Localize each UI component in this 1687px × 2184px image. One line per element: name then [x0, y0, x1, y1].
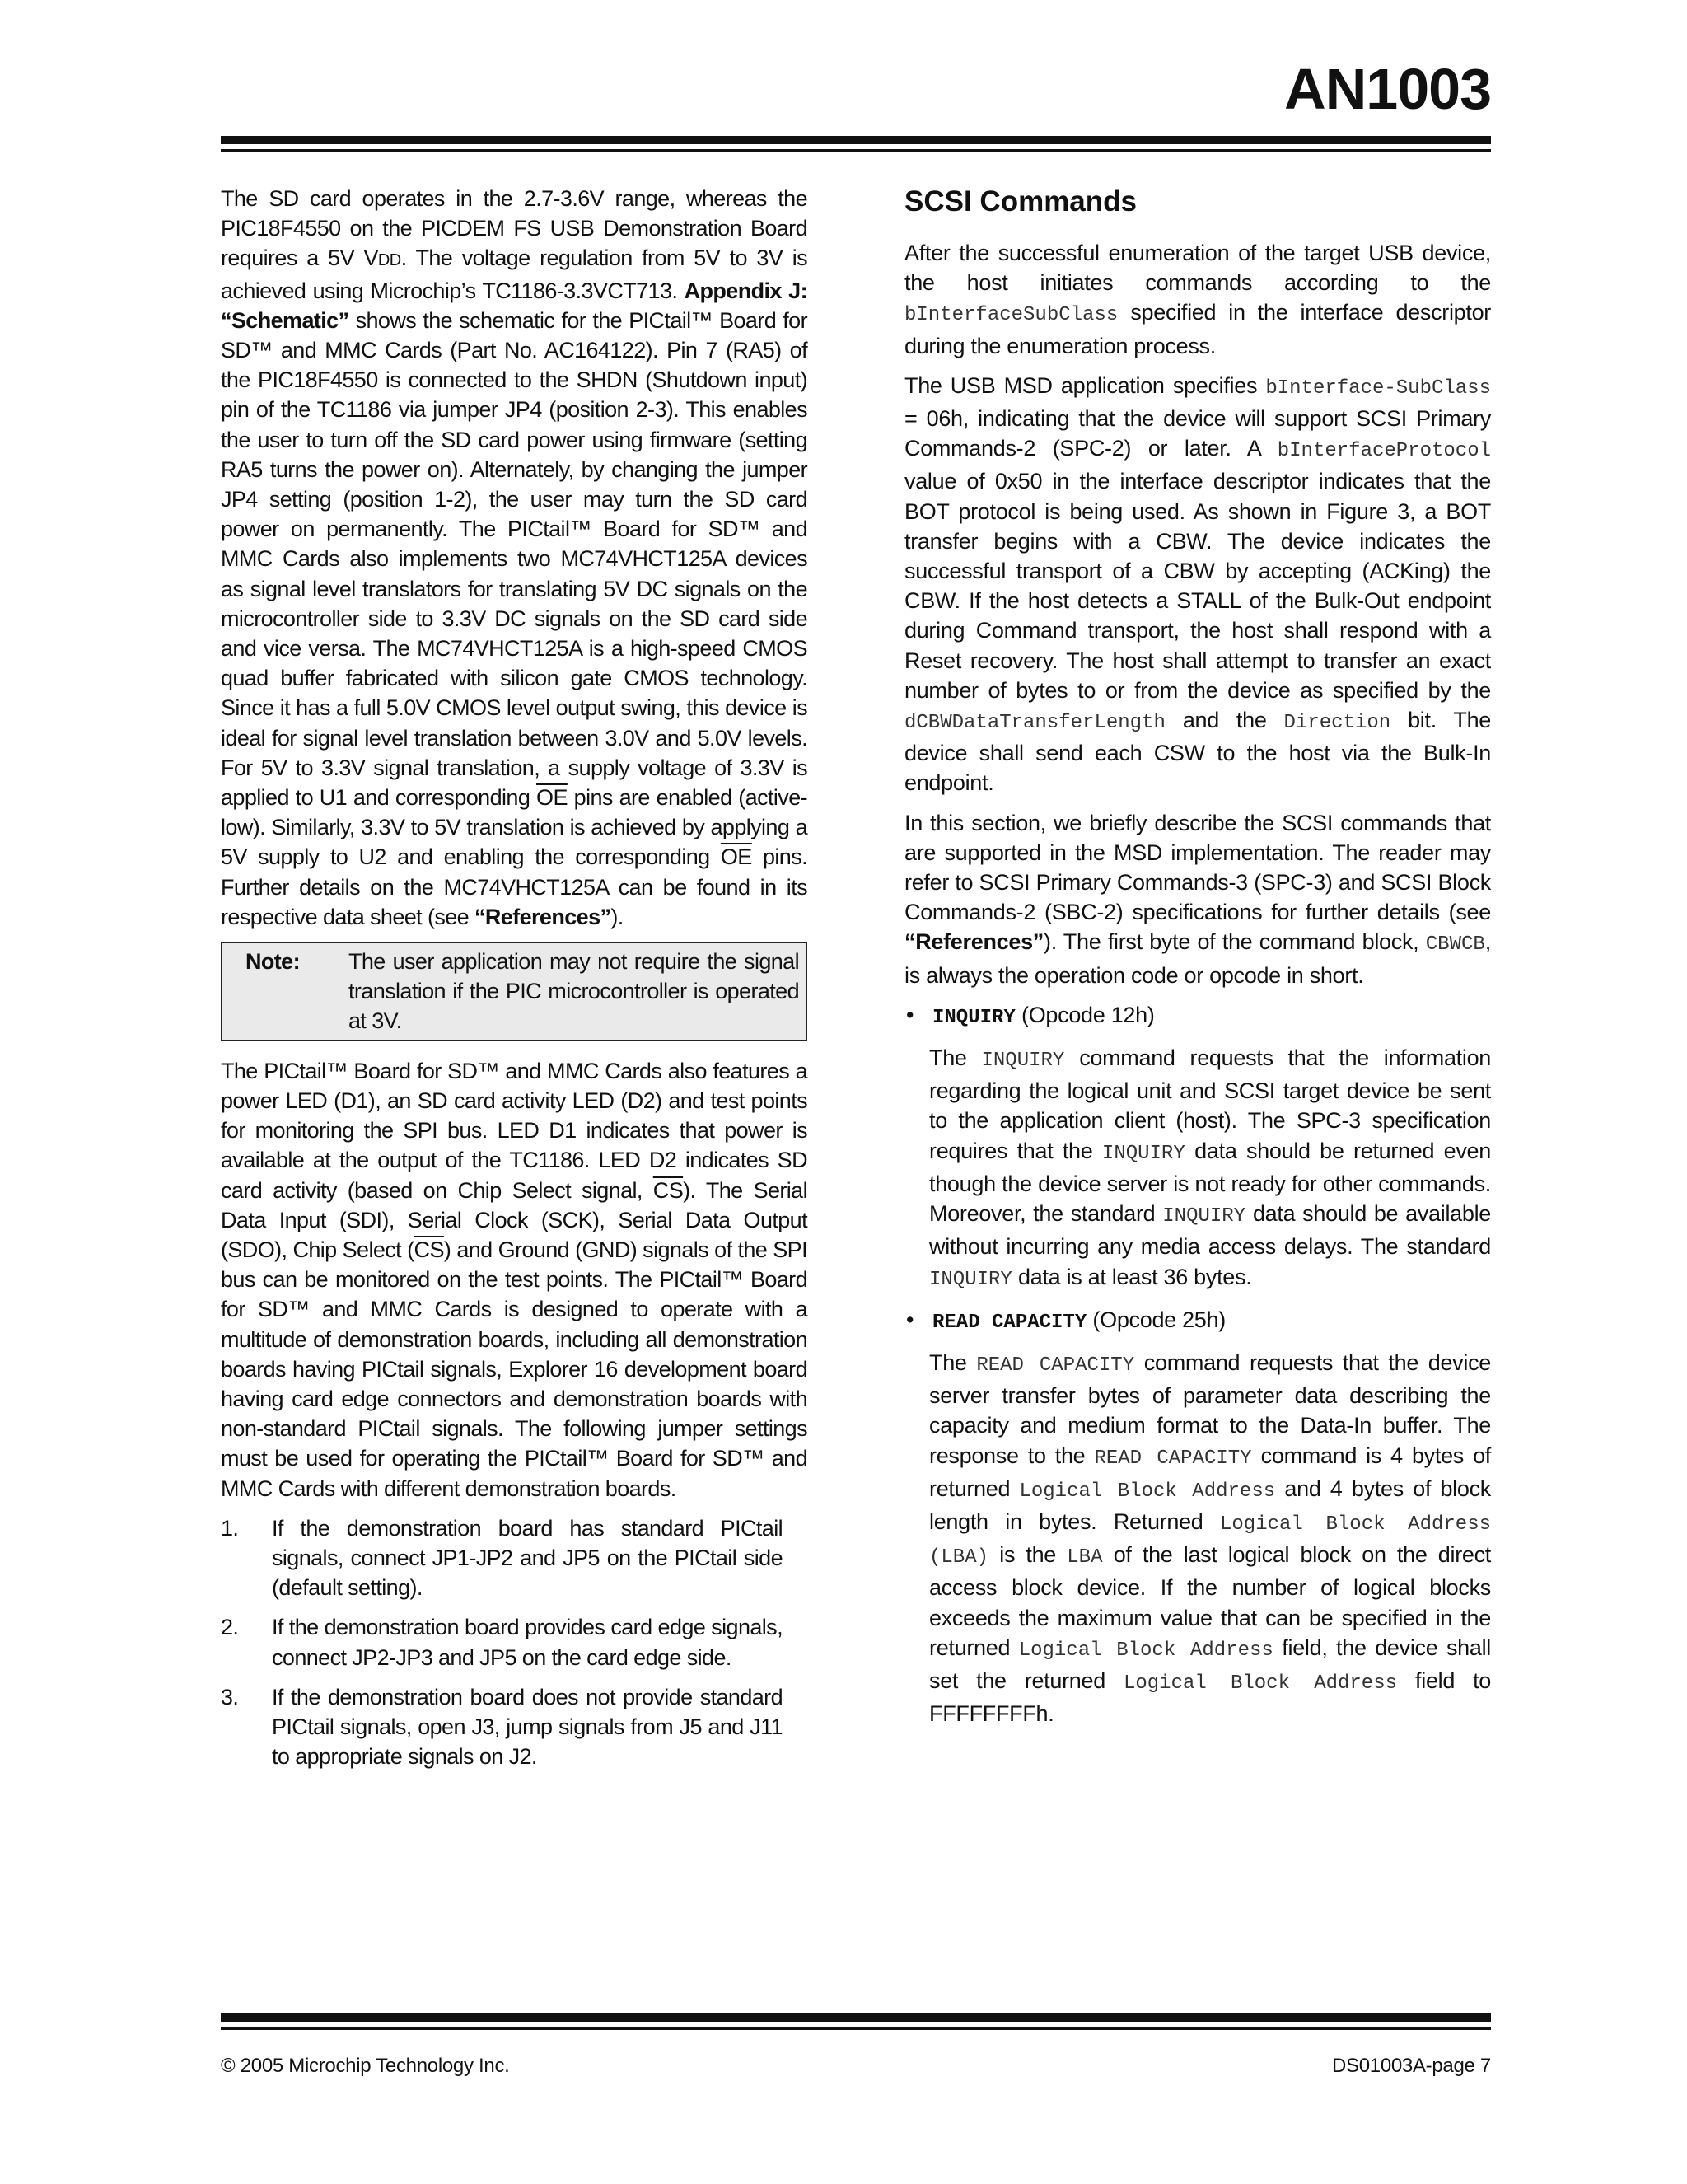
appendix-reference: Appendix J: “Schematic” — [221, 278, 807, 333]
right-column — [904, 184, 1491, 1738]
code-term: bInterface-SubClass — [1265, 376, 1491, 400]
command-description: The READ CAPACITY command requests that the device server transfer bytes of parameter data describing the capacity and medium format to the Data-In buffer. The response to the READ CAPACITY command is 4 bytes of returned Logical Block Address and 4 bytes of block length in bytes. Returned Logical Block Address (LBA) is the LBA of the last logical block on the direct access block device. If the number of logical blocks exceeds the maximum value that can be specified in the returned Logical Block Address field, the device shall set the returned Logical Block Address field to FFFFFFFFh. — [929, 1349, 1492, 1727]
left-paragraph-2: The PICtail™ Board for SD™ and MMC Cards also features a power LED (D1), an SD card activity LED (D2) and test points for monitoring the SPI bus. LED D1 indicates that power is available at the output of the TC1186. LED D2 indicates SD card activity (based on Chip Select signal, $\overline{CS}$). The Serial Data Input (SDI), Serial Clock (SCK), Serial Data Output (SDO), Chip Select $(\overline{CS})$ and Ground (GND) signals of the SPI bus can be monitored on the test points. The PICtail™ Board for SD™ and MMC Cards is designed to operate with a multitude of demonstration boards, including all demonstration boards having PICtail signals, Explorer 16 development board having card edge connectors and demonstration boards with non-standard PICtail signals. The following jumper settings must be used for operating the PICtail™ Board for SD™ and MMC Cards with different demonstration boards. — [221, 1058, 807, 1501]
code-term: bInterfaceProtocol — [1277, 440, 1491, 463]
right-paragraph-3: In this section, we briefly describe the SCSI commands that are supported in the MSD implementation. The reader may refer to SCSI Primary Commands-3 (SPC-3) and SCSI Block Commands-2 (SBC-2) specifications for further details (see “References”). The first byte of the command block, CBWCB, is always the operation code or opcode in short. — [904, 810, 1491, 988]
list-item: 2. If the demonstration board provides card edge signals, connect JP2-JP3 and JP5 on the card edge side. — [221, 1615, 783, 1670]
list-item: • INQUIRY (Opcode 12h) The INQUIRY command requests that the information regarding the logical unit and SCSI target device be sent to the application client (host). The SPC-3 specification requires that the INQUIRY data should be returned even though the device server is not ready for other commands. Moreover, the standard INQUIRY data should be available without incurring any media access delays. The standard INQUIRY data is at least 36 bytes. — [904, 1000, 1491, 1295]
command-name: INQUIRY — [932, 1006, 1016, 1029]
bullet-icon: • — [906, 1002, 914, 1027]
oe-signal: $\overline{OE}$ — [720, 844, 752, 870]
list-item: 1. If the demonstration board has standard PICtail signals, connect JP1-JP2 and JP5 on the PICtail side (default setting). — [221, 1515, 783, 1601]
list-item: • READ CAPACITY (Opcode 25h) The READ CAPACITY command requests that the device server transfer bytes of parameter data describing the capacity and medium format to the Data-In buffer. The response to the READ CAPACITY command is 4 bytes of returned Logical Block Address and 4 bytes of block length in bytes. Returned Logical Block Address (LBA) is the LBA of the last logical block on the direct access block device. If the number of logical blocks exceeds the maximum value that can be specified in the returned Logical Block Address field, the device shall set the returned Logical Block Address field to FFFFFFFFh. — [904, 1305, 1491, 1729]
scsi-command-list — [904, 1000, 1491, 1728]
copyright-text: © 2005 Microchip Technology Inc. — [221, 2055, 510, 2077]
references-link: “References” — [474, 904, 611, 929]
left-paragraph-1: The SD card operates in the 2.7-3.6V range, whereas the PIC18F4550 on the PICDEM FS USB Demonstration Board requires a 5V VDD. The voltage regulation from 5V to 3V is achieved using Microchip’s TC1186-3.3VCT713. Appendix J: “Schematic” shows the schematic for the PICtail™ Board for SD™ and MMC Cards (Part No. AC164122). Pin 7 (RA5) of the PIC18F4550 is connected to the SHDN (Shutdown input) pin of the TC1186 via jumper JP4 (position 2-3). This enables the user to turn off the SD card power using firmware (setting RA5 turns the power on). Alternately, by changing the jumper JP4 setting (position 1-2), the user may turn the SD card power on permanently. The PICtail™ Board for SD™ and MMC Cards also implements two MC74VHCT125A devices as signal level translators for translating 5V DC signals on the microcontroller side to 3.3V DC signals on the SD card side and vice versa. The MC74VHCT125A is a high-speed CMOS quad buffer fabricated with silicon gate CMOS technology. Since it has a full 5.0V CMOS level output swing, this device is ideal for signal level translation between 3.0V and 5.0V levels. For 5V to 3.3V signal translation, a supply voltage of 3.3V is applied to U1 and corresponding $\overline{OE}$ pins are enabled (active-low). Similarly, 3.3V to 5V translation is achieved by applying a 5V supply to U2 and enabling the corresponding $\overline{OE}$ pins. Further details on the MC74VHCT125A can be found in its respective data sheet (see “References”). — [221, 186, 807, 929]
note-label: Note: — [245, 949, 300, 975]
right-paragraph-1: After the successful enumeration of the target USB device, the host initiates commands according to the bInterfaceSubClass specified in the interface descriptor during the enumeration process. — [904, 241, 1491, 358]
bullet-icon: • — [906, 1307, 914, 1332]
command-name: READ CAPACITY — [932, 1311, 1087, 1334]
references-link: “References” — [904, 929, 1044, 955]
oe-signal: $\overline{OE}$ — [536, 785, 568, 811]
footer-rule-thin — [221, 2027, 1491, 2030]
cs-signal: $\overline{CS}$ — [414, 1237, 444, 1262]
right-paragraph-2: The USB MSD application specifies bInterface-SubClass = 06h, indicating that the device will support SCSI Primary Commands-2 (SPC-2) or later. A bInterfaceProtocol value of 0x50 in the interface descriptor indicates that the BOT protocol is being used. As shown in Figure 3, a BOT transfer begins with a CBW. The device indicates the successful transport of a CBW by accepting (ACKing) the CBW. If the host detects a STALL of the Bulk-Out endpoint during Command transport, the host shall respond with a Reset recovery. The host shall attempt to transfer an exact number of bytes to or from the device as specified by the dCBWDataTransferLength and the Direction bit. The device shall send each CSW to the host via the Bulk-In endpoint. — [904, 372, 1492, 796]
code-term: bInterfaceSubClass — [904, 304, 1119, 327]
section-heading: SCSI Commands — [904, 185, 1137, 217]
header-rule-thin — [221, 149, 1491, 152]
footer-rule-thick — [221, 2013, 1491, 2022]
header-rule-thick — [221, 136, 1491, 144]
jumper-steps-list — [221, 1513, 807, 1772]
code-term: dCBWDataTransferLength — [904, 712, 1166, 735]
left-column — [221, 184, 807, 1781]
doc-id-title: AN1003 — [1284, 57, 1491, 121]
note-text: The user application may not require the signal translation if the PIC microcontroller is operated at 3V. — [348, 949, 799, 1034]
code-term: Direction — [1283, 712, 1391, 735]
list-item: 3. If the demonstration board does not provide standard PICtail signals, open J3, jump signals from J5 and J11 to appropriate signals on J2. — [221, 1684, 783, 1770]
command-description: The INQUIRY command requests that the information regarding the logical unit and SCSI target device be sent to the application client (host). The SPC-3 specification requires that the INQUIRY data should be returned even though the device server is not ready for other commands. Moreover, the standard INQUIRY data should be available without incurring any media access delays. The standard INQUIRY data is at least 36 bytes. — [929, 1045, 1492, 1291]
cs-signal: $\overline{CS}$ — [652, 1177, 684, 1203]
note-box — [221, 942, 807, 1041]
code-term: CBWCB — [1425, 933, 1485, 956]
page-number: DS01003A-page 7 — [1332, 2055, 1491, 2077]
